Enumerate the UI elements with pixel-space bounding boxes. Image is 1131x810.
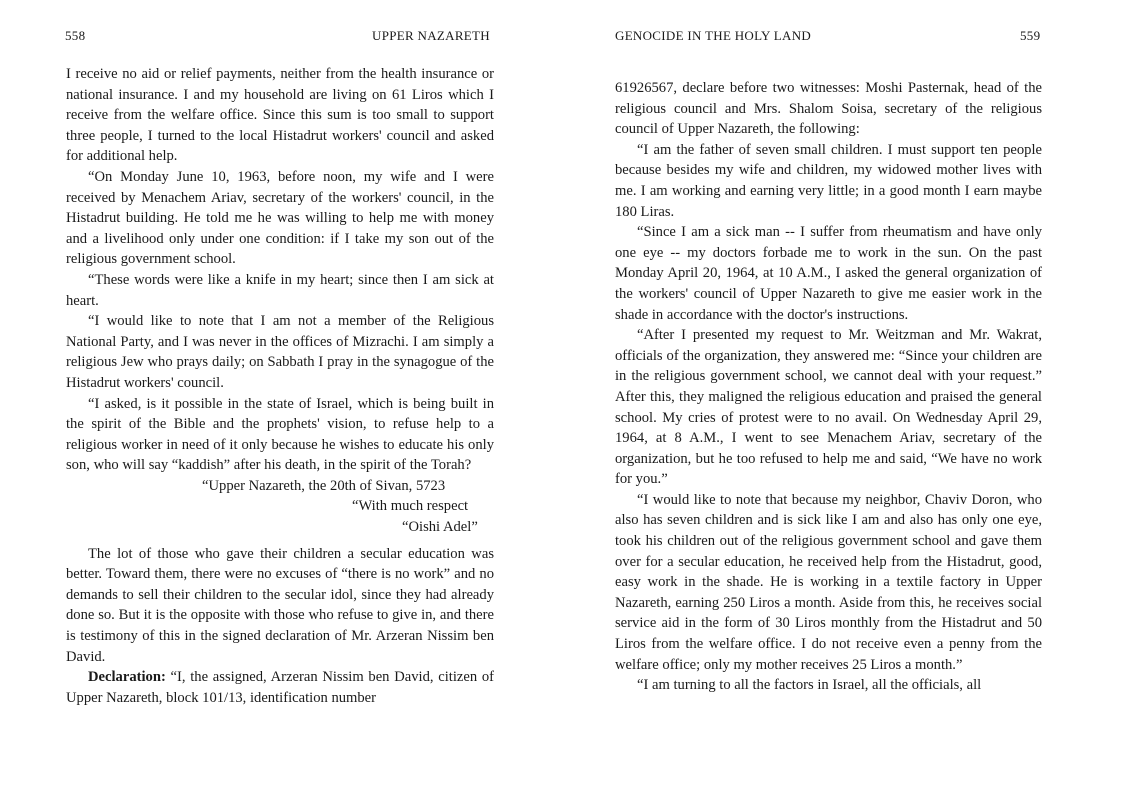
- running-head-right: GENOCIDE IN THE HOLY LAND: [615, 28, 812, 43]
- page-number-right: 559: [1020, 28, 1041, 43]
- paragraph: “On Monday June 10, 1963, before noon, my wife and I were received by Menachem Ariav, secretary of the workers' council, in the Histadrut building. He told me he was willing to help me with money and a livelihood only under one condition: if I take my son out of the religious government school.: [66, 168, 494, 268]
- paragraph: “I am the father of seven small children. I must support ten people because besides my wife and children, my widowed mother lives with me. I am working and earning very little; in a good month I earn maybe 180 Liras.: [615, 141, 1042, 220]
- paragraph: The lot of those who gave their children a secular education was better. Toward them, there were no excuses of “there is no work” and no demands to sell their children to the secular idol, since they had already done so. But it is the opposite with those who refuse to give in, and there is testimony of this in the signed declaration of Mr. Arzeran Nissim ben David.: [66, 545, 494, 665]
- paragraph: “I would like to note that because my neighbor, Chaviv Doron, who also has seven children and is sick like I am and also has only one eye, took his children out of the religious government school and gave them over for a secular education, he received help from the Histadrut, good, easy work in the shade. He is working in a textile factory in Upper Nazareth, earning 250 Liros a month. Aside from this, he receives social service aid in the form of 30 Liros monthly from the Histadrut and 50 Liros from the welfare office. I do not receive even a penny from the welfare office; only my mother receives 25 Liros a month.”: [615, 491, 1042, 673]
- declaration-text: “I, the assigned, Arzeran Nissim ben David, citizen of Upper Nazareth, block 101/13, identification number: [66, 669, 495, 706]
- paragraph: 61926567, declare before two witnesses: Moshi Pasternak, head of the religious council and Mrs. Shalom Soisa, secretary of the religious council of Upper Nazareth, the following:: [615, 80, 1042, 138]
- book-gutter: [560, 0, 570, 810]
- right-text-body: [615, 78, 1042, 696]
- paragraph: “I am turning to all the factors in Israel, all the officials, all: [637, 677, 982, 694]
- left-text-body: [66, 64, 494, 708]
- signature-line: “Oishi Adel”: [402, 519, 478, 536]
- declaration-label: Declaration:: [88, 669, 166, 686]
- running-head-left: UPPER NAZARETH: [372, 28, 490, 43]
- paragraph: “I asked, is it possible in the state of Israel, which is being built in the spirit of the Bible and the prophets' vision, to refuse help to a religious worker in need of it only because he wishes to educate his only son, who will say “kaddish” after his death, in the spirit of the Torah?: [66, 395, 494, 474]
- paragraph: I receive no aid or relief payments, neither from the health insurance or national insurance. I and my household are living on 61 Liros which I receive from the welfare office. Since this sum is too small to support three people, I turned to the local Histadrut workers' council and asked for additional help.: [66, 66, 494, 165]
- paragraph: “Since I am a sick man -- I suffer from rheumatism and have only one eye -- my doctors forbade me to work in the sun. On the past Monday April 20, 1964, at 10 A.M., I asked the general organization of the workers' council of Upper Nazareth to give me easier work in the shade in accordance with the doctor's instructions.: [615, 224, 1042, 323]
- paragraph: “After I presented my request to Mr. Weitzman and Mr. Wakrat, officials of the organization, they answered me: “Since your children are in the religious government school, we cannot deal with your request.” After this, they maligned the religious education and praised the general school. My cries of protest were to no avail. On Wednesday April 29, 1964, at 8 A.M., I went to see Menachem Ariav, secretary of the organization, but he too refused to help me and said, “We have no work for you.”: [615, 327, 1042, 488]
- left-page: [0, 0, 560, 810]
- declaration-paragraph: [66, 667, 494, 708]
- right-page: [570, 0, 1131, 810]
- paragraph: “These words were like a knife in my heart; since then I am sick at heart.: [66, 271, 494, 309]
- page-number-left: 558: [65, 28, 86, 43]
- signature-line: “With much respect: [352, 498, 469, 515]
- signature-line: “Upper Nazareth, the 20th of Sivan, 5723: [202, 477, 446, 494]
- paragraph: “I would like to note that I am not a member of the Religious National Party, and I was never in the offices of Mizrachi. I am simply a religious Jew who prays daily; on Sabbath I pray in the synagogue of the Histadrut workers' council.: [66, 313, 494, 391]
